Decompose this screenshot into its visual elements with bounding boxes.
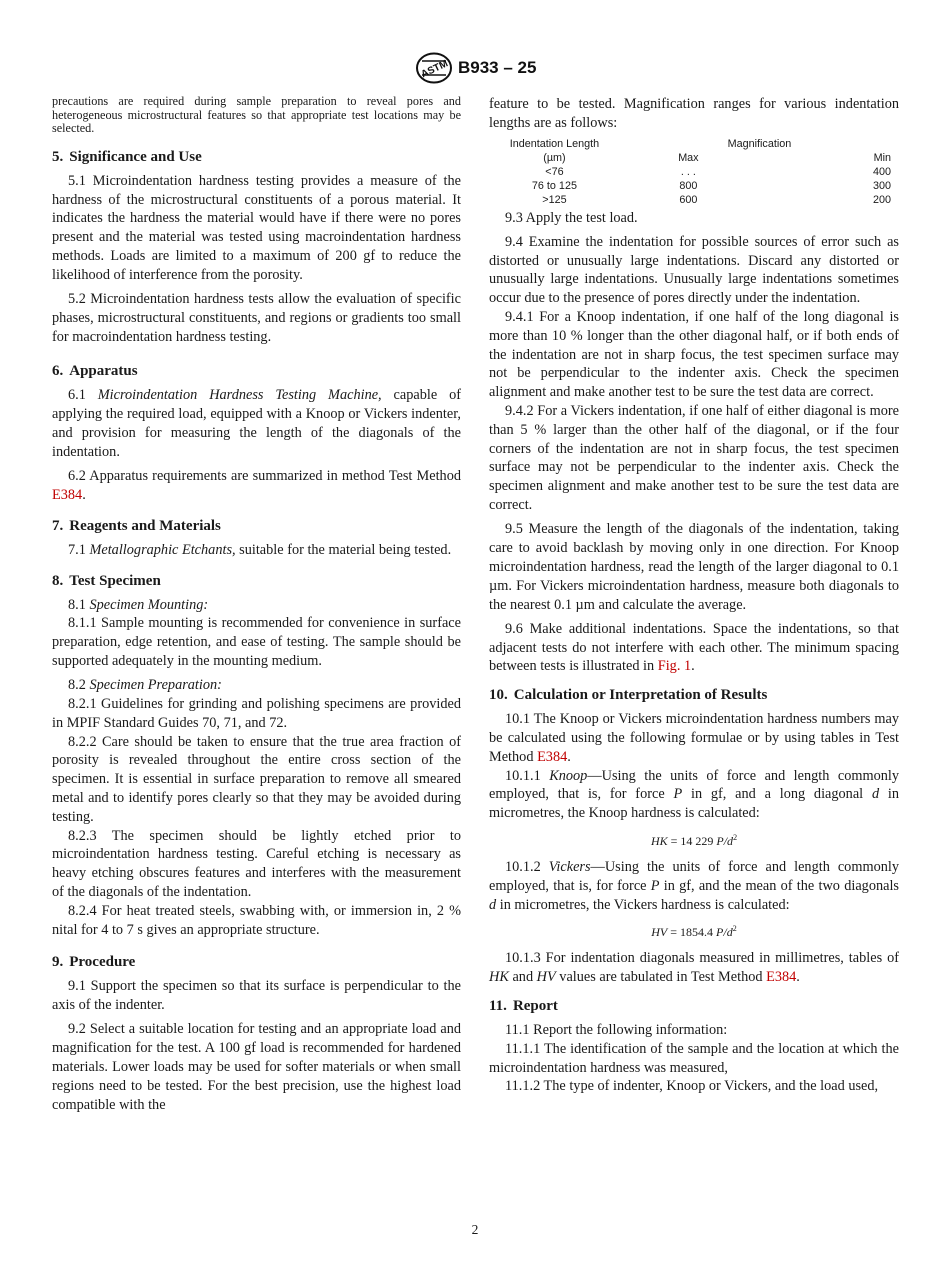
left-column <box>52 95 461 1114</box>
document-id: B933 – 25 <box>458 58 537 77</box>
fig-1-link[interactable]: Fig. 1 <box>657 658 692 675</box>
para-8-2-1: 8.2.1 Guidelines for grinding and polishing specimens are provided in MPIF Standard Guides 70, 71, and 72. <box>52 696 461 731</box>
table-row: >125 600 200 <box>542 193 891 206</box>
para-10-1-1: 10.1.1 Knoop—Using the units of force and length commonly employed, that is, for force P in gf, and a long diagonal d in micrometres, the Knoop hardness is calculated: <box>489 767 900 822</box>
section-11-heading: 11. Report <box>489 997 558 1014</box>
para-10-1: 10.1 The Knoop or Vickers microindentation hardness numbers may be calculated using the following formulae or by using tables in Test Method E384. <box>489 711 899 765</box>
para-9-5: 9.5 Measure the length of the diagonals of the indentation, taking care to avoid backlash by moving only in one direction. For Knoop microindentation hardness, read the length of the larger diagonal to 0.1 µm. For Vickers microindentation hardness, measure both diagonals to the nearest 0.1 µm and calculate the average. <box>489 521 899 613</box>
section-8-heading: 8. Test Specimen <box>52 572 161 589</box>
para-5-2: 5.2 Microindentation hardness tests allow the evaluation of specific phases, microstructural constituents, and regions or gradients too small for macroindentation hardness testing. <box>52 291 461 345</box>
section-9-heading: 9. Procedure <box>52 954 136 971</box>
knoop-formula: HK = 14 229 $P/d^2$ <box>650 833 738 848</box>
para-5-1: 5.1 Microindentation hardness testing provides a measure of the hardness of the microstructural constituents of a porous material. It indicates the hardness the material would have if there were no pores present and the material was tested using macroindentation hardness methods. Loads are limited to a maximum of 200 gf to reduce the likelihood of interference from the porosity. <box>52 172 461 283</box>
para-10-1-3: 10.1.3 For indentation diagonals measured in millimetres, tables of HK and HV values are tabulated in Test Method E384. <box>489 950 899 986</box>
para-11-1-2: 11.1.2 The type of indenter, Knoop or Vickers, and the load used, <box>505 1078 879 1095</box>
para-9-3: 9.3 Apply the test load. <box>505 209 638 226</box>
para-9-2-continued: feature to be tested. Magnification ranges for various indentation lengths are as follows: <box>489 96 899 131</box>
vickers-formula: HV = 1854.4 $P/d^2$ <box>651 924 737 940</box>
para-8-1: 8.1 Specimen Mounting: <box>68 596 209 613</box>
magnification-table <box>489 137 899 207</box>
para-9-2: 9.2 Select a suitable location for testing and an appropriate load and magnification for the test. A 100 gf load is recommended for hardened materials. Lower loads may be used for softer materials or when small regions need to be tested. For the best precision, use the highest load compatible with the <box>52 1021 461 1113</box>
para-8-1-1: 8.1.1 Sample mounting is recommended for convenience in surface preparation, edge retention, and ease of testing. The sample should be supported adequately in the mounting medium. <box>52 615 461 669</box>
svg-text:ASTM: ASTM <box>419 58 450 81</box>
para-9-1: 9.1 Support the specimen so that its surface is perpendicular to the axis of the indenter. <box>52 978 461 1014</box>
para-8-2-4: 8.2.4 For heat treated steels, swabbing with, or immersion in, 2 % nital for 4 to 7 s gives an appropriate structure. <box>52 902 461 938</box>
e384-link[interactable]: E384 <box>537 748 568 765</box>
table-header-unit: (µm) <box>543 151 566 164</box>
section-6-heading: 6. Apparatus <box>52 363 138 380</box>
section-7-heading: 7. Reagents and Materials <box>52 517 221 534</box>
para-9-4-2: 9.4.2 For a Vickers indentation, if one half of either diagonal is more than 5 % larger than the other half of the diagonal, or if the four corners of the indentation are not in sharp focus, the test specimen surface may not be perpendicular to the indenter axis. Check the specimen alignment and make another test to be sure the test data are correct. <box>489 403 899 514</box>
right-column <box>489 95 899 1096</box>
page-number: 2 <box>471 1222 479 1237</box>
para-9-4: 9.4 Examine the indentation for possible sources of error such as distorted or unusually large indentations. Discard any distorted or unusually large indentations. Unusually large indentations sometimes occur due to the presence of pores directly under the indentation. <box>489 233 899 307</box>
table-row: <76 . . . 400 <box>545 165 891 178</box>
astm-logo-icon <box>414 52 454 84</box>
para-7-1: 7.1 Metallographic Etchants, suitable for the material being tested. <box>68 541 452 558</box>
para-8-2: 8.2 Specimen Preparation: <box>68 677 222 694</box>
para-10-1-2: 10.1.2 Vickers—Using the units of force and length commonly employed, that is, for force P in gf, and the mean of the two diagonals d in micrometres, the Vickers hardness is calculated: <box>489 859 899 913</box>
table-header-magnification: Magnification <box>727 137 792 150</box>
para-8-2-2: 8.2.2 Care should be taken to ensure that the true area fraction of porosity is revealed throughout the entire cross section of the specimen. It is essential in surface preparation to remove all smeared metal and to identify pores clearly so that they may be avoided during testing. <box>52 733 461 825</box>
para-6-2: 6.2 Apparatus requirements are summarized in method Test Method E384. <box>52 468 461 503</box>
para-6-1: 6.1 Microindentation Hardness Testing Machine, capable of applying the required load, equipped with a Knoop or Vickers indenter, and provision for measuring the length of the diagonals of the indentation. <box>52 387 461 460</box>
para-11-1-1: 11.1.1 The identification of the sample and the location at which the microindentation hardness was measured, <box>489 1040 899 1076</box>
table-header-max: Max <box>678 151 699 164</box>
e384-link[interactable]: E384 <box>52 486 83 503</box>
intro-text: precautions are required during sample preparation to reveal pores and heterogeneous microstructural features so that appropriate test locations may be selected. <box>52 94 461 136</box>
e384-link[interactable]: E384 <box>766 969 797 986</box>
para-11-1: 11.1 Report the following information: <box>505 1021 728 1038</box>
para-9-6: 9.6 Make additional indentations. Space the indentations, so that adjacent tests do not interfere with each other. The minimum spacing between tests is illustrated in Fig. 1. <box>489 620 899 675</box>
page-header <box>0 52 950 88</box>
section-10-heading: 10. Calculation or Interpretation of Results <box>489 687 768 704</box>
section-5-heading: 5. Significance and Use <box>52 148 202 165</box>
table-row: 76 to 125 800 300 <box>531 179 891 192</box>
para-9-4-1: 9.4.1 For a Knoop indentation, if one half of the long diagonal is more than 10 % longer than the other diagonal half, or if both ends of the indentation are not in sharp focus, the test specimen surface may not be perpendicular to the indenter axis. Check the specimen alignment and make another test to be sure the test data are correct. <box>489 309 899 401</box>
table-header-min: Min <box>873 151 891 164</box>
table-header-length: Indentation Length <box>509 137 600 150</box>
para-8-2-3: 8.2.3 The specimen should be lightly etched prior to microindentation hardness testing. Careful etching is necessary as heavy etching obscures features and interferes with the measurement of the diagonals of the indentation. <box>52 827 461 900</box>
